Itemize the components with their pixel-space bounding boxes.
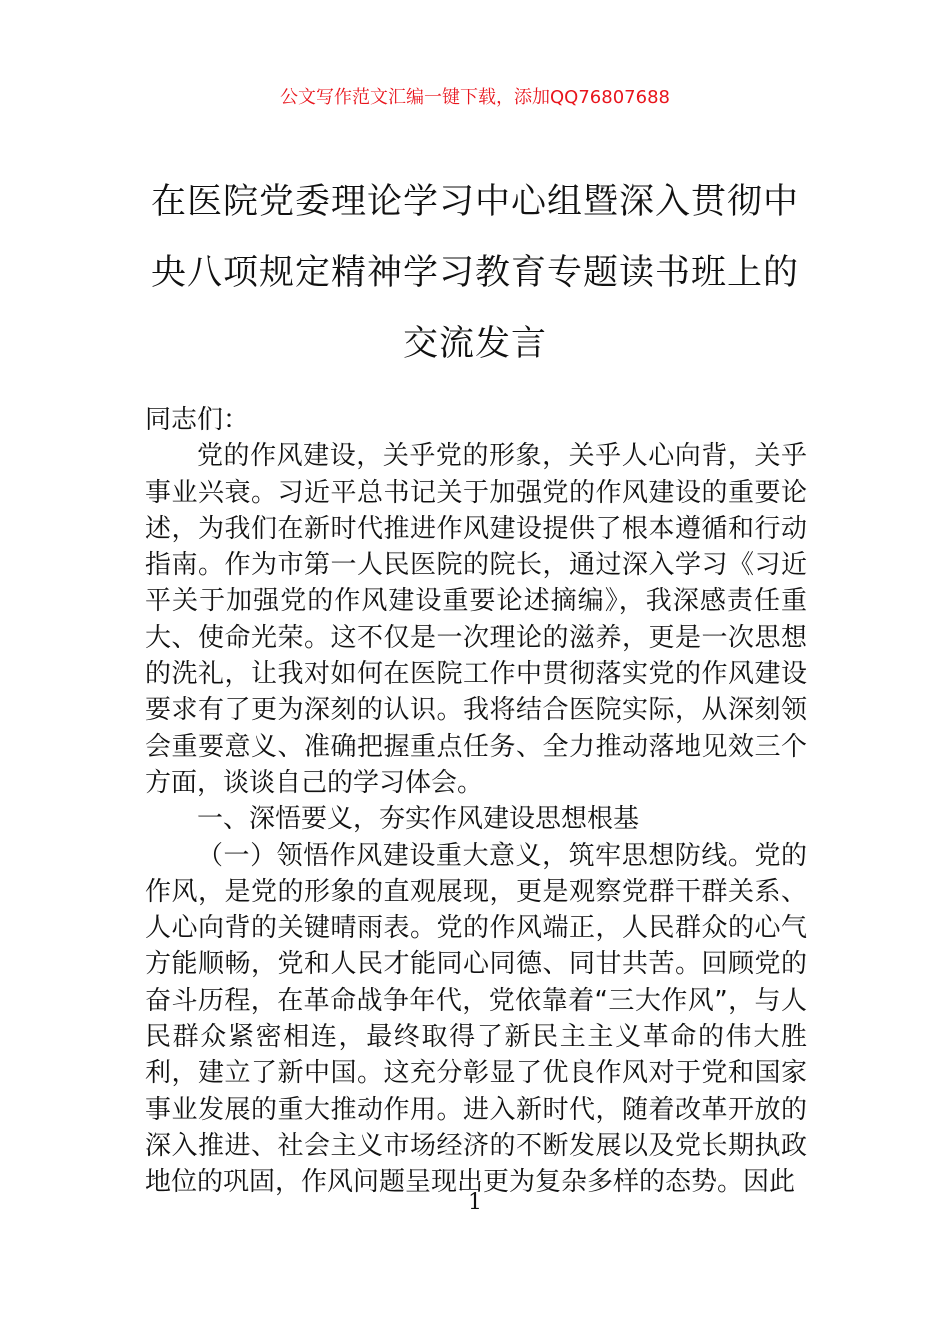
document-title: 在医院党委理论学习中心组暨深入贯彻中央八项规定精神学习教育专题读书班上的交流发言: [150, 182, 799, 364]
body-paragraph: （一）领悟作风建设重大意义，筑牢思想防线。党的作风，是党的形象的直观展现，更是观察党群干群关系、人心向背的关键晴雨表。党的作风端正，人民群众的心气方能顺畅，党和人民才能同心同德、同甘共苦。回顾党的奋斗历程，在革命战争年代，党依靠着“三大作风”，与人民群众紧密相连，最终取得了新民主主义革命的伟大胜利，建立了新中国。这充分彰显了优良作风对于党和国家事业发展的重大推动作用。进入新时代，随着改革开放的深入推进、社会主义市场经济的不断发展以及党长期执政地位的巩固，作风问题呈现出更为复杂多样的态势。因此: [145, 840, 807, 1198]
intro-paragraph: 党的作风建设，关乎党的形象，关乎人心向背，关乎事业兴衰。习近平总书记关于加强党的作风建设的重要论述，为我们在新时代推进作风建设提供了根本遵循和行动指南。作为市第一人民医院的院长，通过深入学习《习近平关于加强党的作风建设重要论述摘编》，我深感责任重大、使命光荣。这不仅是一次理论的滋养，更是一次思想的洗礼，让我对如何在医院工作中贯彻落实党的作风建设要求有了更为深刻的认识。我将结合医院实际，从深刻领会重要意义、准确把握重点任务、全力推动落地见效三个方面，谈谈自己的学习体会。: [145, 441, 807, 798]
page-number: 1: [468, 1190, 482, 1215]
header-banner: 公文写作范文汇编一键下载，添加QQ76807688: [280, 87, 670, 108]
salutation: 同志们：: [145, 405, 250, 435]
section-heading: 一、深悟要义，夯实作风建设思想根基: [197, 804, 640, 835]
document-body: [145, 402, 807, 1201]
